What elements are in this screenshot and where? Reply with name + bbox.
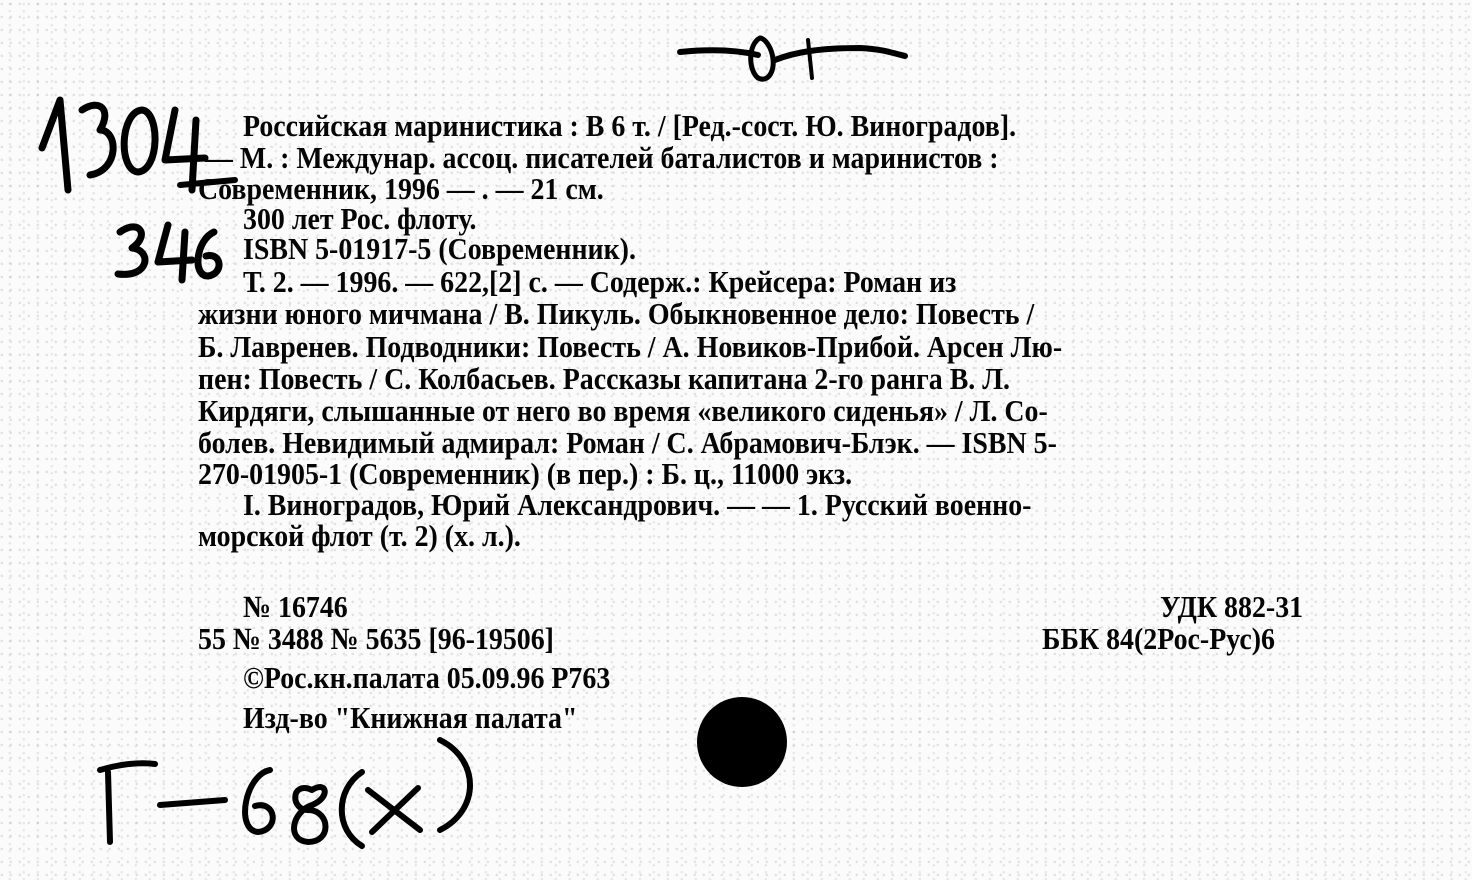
bbk-code: ББК 84(2Рос-Рус)6 xyxy=(1042,621,1275,656)
entry-text-1: Российская маринистика : В 6 т. / [Ред.-сост. Ю. Виноградов]. xyxy=(243,108,1017,143)
entry-text-9: пен: Повесть / С. Колбасьев. Рассказы капитана 2-го ранга В. Л. xyxy=(198,361,1011,396)
entry-text-7: жизни юного мичмана / В. Пикуль. Обыкновенное дело: Повесть / xyxy=(198,296,1035,331)
entry-text-2: — М. : Междунар. ассоц. писателей баталистов и маринистов : xyxy=(205,140,999,175)
entry-text-14: морской флот (т. 2) (х. л.). xyxy=(198,518,521,553)
entry-text-4: 300 лет Рос. флоту. xyxy=(243,201,477,236)
entry-text-11: болев. Невидимый адмирал: Роман / С. Абрамович-Блэк. — ISBN 5- xyxy=(198,425,1057,460)
entry-text-13: I. Виноградов, Юрий Александрович. — — 1. Русский военно- xyxy=(243,487,1032,522)
record-number: № 16746 xyxy=(243,589,348,624)
udk-code: УДК 882-31 xyxy=(1160,589,1304,624)
entry-text-5: ISBN 5-01917-5 (Современник). xyxy=(243,231,636,266)
entry-text-6: Т. 2. — 1996. — 622,[2] с. — Содерж.: Крейсера: Роман из xyxy=(243,264,957,299)
entry-text-3: Современник, 1996 — . — 21 см. xyxy=(198,171,604,206)
handwritten-inventory-code xyxy=(100,740,470,846)
punch-hole xyxy=(697,697,787,787)
handwritten-shelf-code-346 xyxy=(118,225,219,280)
entry-text-12: 270-01905-1 (Современник) (в пер.) : Б. ц., 11000 экз. xyxy=(198,456,853,491)
record-numbers: 55 № 3488 № 5635 [96-19506] xyxy=(198,621,554,656)
top-flourish-mark xyxy=(680,38,905,79)
entry-text-8: Б. Лавренев. Подводники: Повесть / А. Новиков-Прибой. Арсен Лю- xyxy=(198,329,1063,364)
publisher-text: Изд-во "Книжная палата" xyxy=(243,700,578,735)
entry-text-10: Кирдяги, слышанные от него во время «великого сиденья» / Л. Со- xyxy=(198,393,1048,428)
copyright-text: ©Рос.кн.палата 05.09.96 Р763 xyxy=(243,660,611,695)
